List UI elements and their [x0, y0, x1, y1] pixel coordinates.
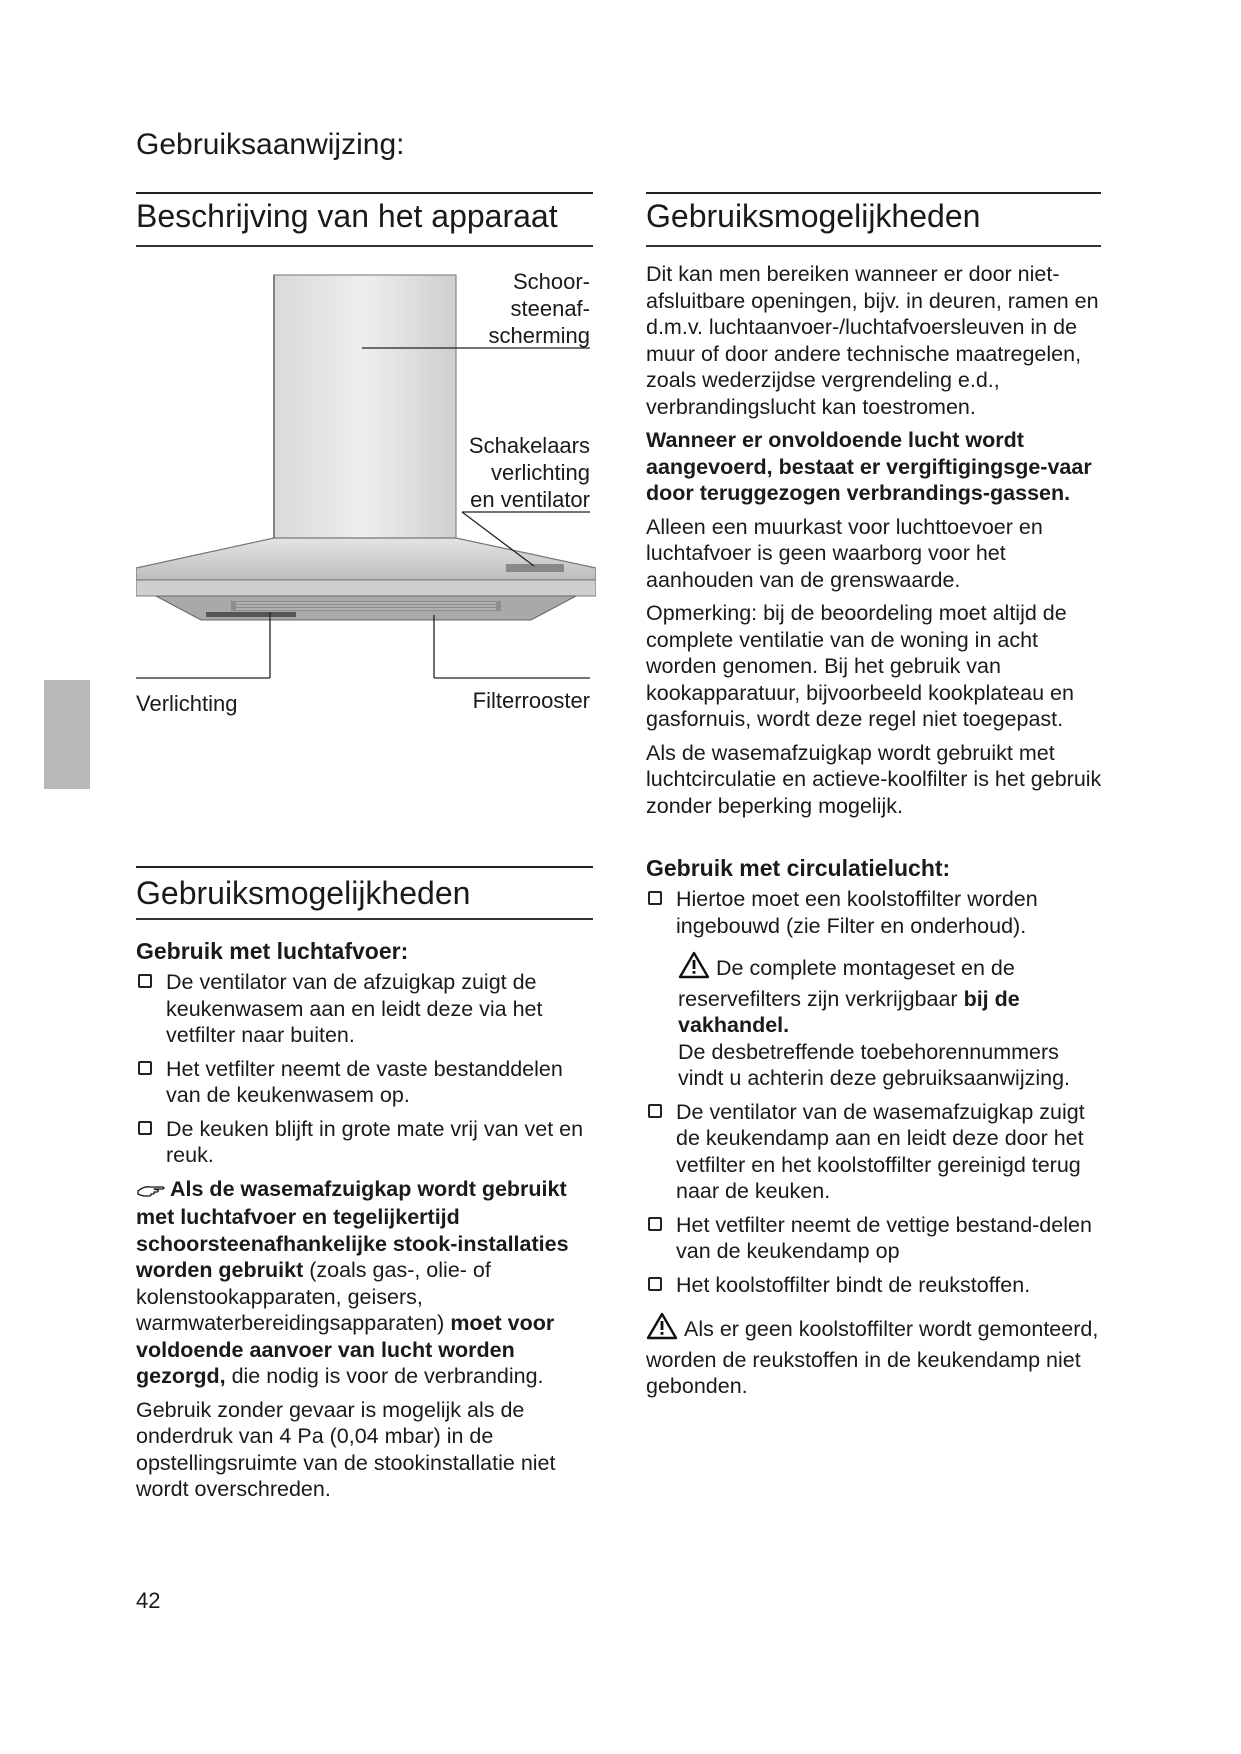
list-item [136, 969, 598, 1049]
exhaust-note [136, 1176, 598, 1390]
list-item-text: Het vetfilter neemt de vaste bestanddelen van de keukenwasem op. [166, 1056, 563, 1107]
label-chimney-cover [420, 268, 590, 349]
warning-triangle-icon [678, 951, 710, 986]
list-item [646, 1272, 1104, 1299]
list-item [646, 1212, 1104, 1265]
list-item-text: Het vetfilter neemt de vettige bestand-delen van de keukendamp op [676, 1212, 1092, 1263]
section-heading-description: Beschrijving van het apparaat [136, 198, 558, 234]
checkbox-icon [138, 1121, 152, 1135]
checkbox-icon [138, 1061, 152, 1075]
checkbox-icon [648, 1104, 662, 1118]
checkbox-icon [648, 891, 662, 905]
list-item [646, 1099, 1104, 1205]
subheading-exhaust: Gebruik met luchtafvoer: [136, 938, 409, 964]
warning-text-1: De complete montageset en de reservefilters zijn verkrijgbaar [678, 956, 1015, 1011]
rule-under-usage-right [646, 245, 1101, 247]
paragraph-recirculation: Als de wasemafzuigkap wordt gebruikt met luchtcirculatie en actieve-koolfilter is het gebruik zonder beperking mogelijk. [646, 740, 1102, 818]
warning-bold-1: bij de vakhandel. [678, 986, 1020, 1037]
warning-triangle-icon [646, 1312, 678, 1347]
paragraph-air-supply: Dit kan men bereiken wanneer er door niet-afsluitbare openingen, bijv. in deuren, ramen en d.m.v. luchtaanvoer-/luchtafvoersleuven in de muur of door andere technische maatregelen, zoals wederzijdse vergrendeling e.d., verbrandingslucht kan toestromen. [646, 262, 1099, 419]
warning-text-2: De desbetreffende toebehorennummers vindt u achterin deze gebruiksaanwijzing. [678, 1039, 1071, 1090]
note-bold-1: Als de wasemafzuigkap wordt gebruikt met luchtafvoer en tegelijkertijd schoorsteenafhankelijke stook-installaties worden gebruikt [136, 1176, 569, 1282]
side-tab-marker [44, 680, 90, 789]
label-switches-line3: en ventilator [470, 487, 590, 512]
checkbox-icon [648, 1277, 662, 1291]
paragraph-safe-use: Gebruik zonder gevaar is mogelijk als de onderdruk van 4 Pa (0,04 mbar) in de opstellingsruimte van de stookinstallatie niet wordt overschreden. [136, 1397, 556, 1501]
list-item [136, 1116, 598, 1169]
list-item-text: De ventilator van de wasemafzuigkap zuigt de keukendamp aan en leidt deze door het vetfilter en het koolstoffilter gereinigd terug naar de keuken. [676, 1099, 1085, 1203]
label-switches-line2: verlichting [490, 460, 590, 485]
checkbox-icon [648, 1217, 662, 1231]
label-switches [420, 432, 590, 513]
label-chimney-line2: steenaf- [510, 296, 590, 321]
warning-text-carbon: Als er geen koolstoffilter wordt gemonteerd, worden de reukstoffen in de keukendamp niet gebonden. [646, 1317, 1099, 1398]
list-item-text: De keuken blijft in grote mate vrij van vet en reuk. [166, 1116, 584, 1167]
rule-under-usage-left [136, 918, 593, 920]
subheading-recirculation: Gebruik met circulatielucht: [646, 855, 951, 881]
warning-block-kit [646, 951, 1104, 1092]
document-title: Gebruiksaanwijzing: [136, 128, 405, 161]
note-text-2: die nodig is voor de verbranding. [225, 1364, 544, 1388]
label-chimney-line3: scherming [488, 323, 590, 348]
rule-top-right [646, 192, 1101, 194]
left-usage-content [136, 937, 598, 1503]
page-number: 42 [136, 1588, 161, 1613]
label-filter-grille: Filterrooster [472, 688, 590, 713]
warning-block-carbon [646, 1312, 1104, 1400]
right-usage-content [646, 261, 1104, 1400]
label-switches-line1: Schakelaars [468, 433, 590, 458]
label-lighting: Verlichting [136, 691, 238, 716]
label-chimney-line1: Schoor- [512, 269, 590, 294]
section-heading-usage-left: Gebruiksmogelijkheden [136, 875, 471, 911]
list-item [136, 1056, 598, 1109]
paragraph-wall-cabinet: Alleen een muurkast voor luchttoevoer en luchtafvoer is geen waarborg voor het aanhouden van de grenswaarde. [646, 514, 1043, 592]
list-item-text: Het koolstoffilter bindt de reukstoffen. [676, 1272, 1031, 1297]
rule-under-description [136, 245, 593, 247]
note-text-1: (zoals gas-, olie- of kolenstookapparaten, geisers, warmwaterbereidingsapparaten) [136, 1258, 491, 1335]
list-item-text: De ventilator van de afzuigkap zuigt de keukenwasem aan en leidt deze via het vetfilter naar buiten. [166, 970, 543, 1047]
list-item [646, 886, 1104, 939]
section-heading-usage-right: Gebruiksmogelijkheden [646, 198, 981, 234]
checkbox-icon [138, 974, 152, 988]
rule-top-usage-left [136, 866, 593, 868]
list-item-text: Hiertoe moet een koolstoffilter worden ingebouwd (zie Filter en onderhoud). [676, 887, 1038, 938]
note-bold-2: moet voor voldoende aanvoer van lucht worden gezorgd, [136, 1311, 555, 1388]
paragraph-poison-warning: Wanneer er onvoldoende lucht wordt aangevoerd, bestaat er vergiftigingsge-vaar door teruggezogen verbrandings-gassen. [646, 428, 1092, 505]
paragraph-remark: Opmerking: bij de beoordeling moet altijd de complete ventilatie van de woning in acht worden genomen. Bij het gebruik van kookapparatuur, bijvoorbeeld kookplateau en gasfornuis, wordt deze regel niet toegepast. [646, 601, 1074, 731]
pointing-hand-icon [136, 1178, 166, 1205]
rule-top-left [136, 192, 593, 194]
